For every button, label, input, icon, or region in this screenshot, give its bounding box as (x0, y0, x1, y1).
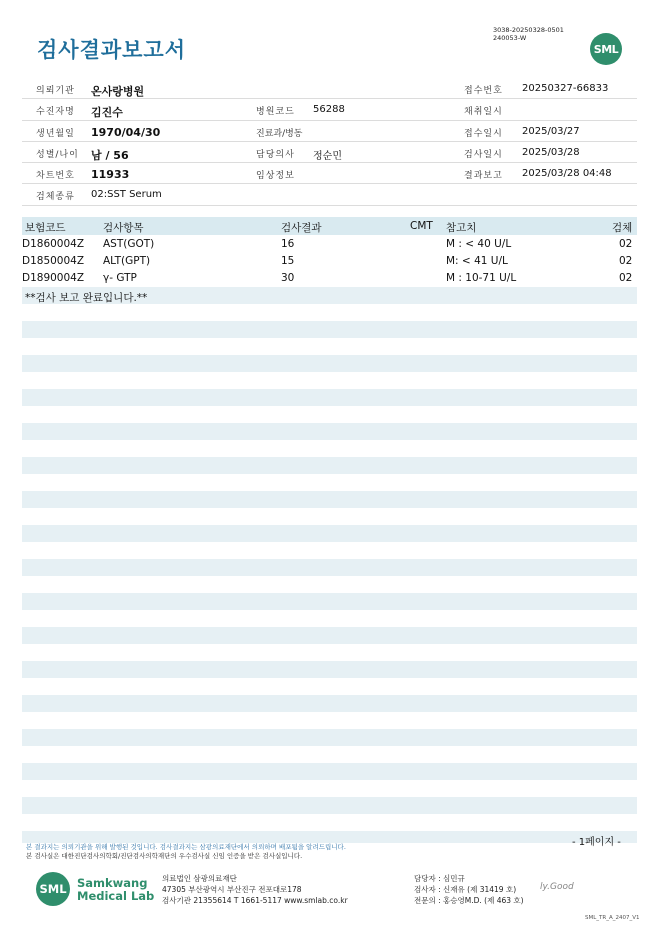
table-row (22, 253, 637, 270)
report-complete-note: **검사 보고 완료입니다.** (25, 292, 148, 304)
cell-result: 30 (281, 272, 295, 284)
cell-item: AST(GOT) (103, 238, 155, 250)
label-test-date: 검사일시 (464, 149, 503, 160)
header-test-item: 검사항목 (103, 222, 144, 234)
signature: ly.Good (540, 882, 574, 892)
label-receipt-date: 접수일시 (464, 128, 503, 139)
cell-result: 15 (281, 255, 295, 267)
value-test-date: 2025/03/28 (522, 146, 580, 158)
footer-sml-logo: SML (36, 872, 70, 906)
accreditation-notice: 본 검사실은 대한진단검사의학회/진단검사의학재단의 우수검사실 신임 인증을 받은 검사실입니다. (26, 852, 303, 860)
cell-item: ALT(GPT) (103, 255, 151, 267)
table-row (22, 270, 637, 287)
document-code-line-1: 3038-20250328-0501 (493, 26, 564, 34)
cell-specimen: 02 (619, 272, 633, 284)
value-birth-date: 1970/04/30 (91, 125, 161, 139)
label-attending-doctor: 담당의사 (256, 149, 295, 160)
label-birth-date: 생년월일 (36, 128, 75, 139)
header-test-result: 검사결과 (281, 222, 322, 234)
brand-line-2: Medical Lab (77, 889, 155, 903)
cell-reference: M : 10-71 U/L (446, 272, 517, 284)
brand-line-1: Samkwang (77, 876, 148, 890)
row-stripe (22, 695, 637, 712)
row-stripe (22, 491, 637, 508)
label-chart-number: 차트번호 (36, 171, 75, 182)
staff-tester: 검사자 : 신재유 (제 31419 호) (414, 885, 517, 894)
label-collection-date: 채취일시 (464, 107, 503, 118)
row-stripe (22, 355, 637, 372)
value-patient-name: 김진수 (91, 106, 123, 120)
value-result-report: 2025/03/28 04:48 (522, 168, 612, 180)
value-receipt-date: 2025/03/27 (522, 125, 580, 137)
address-line-1: 의료법인 삼광의료재단 (162, 874, 237, 883)
footer-brand-name (77, 877, 154, 903)
row-stripe (22, 525, 637, 542)
value-chart-number: 11933 (91, 168, 130, 182)
label-sex-age: 성별/나이 (36, 149, 79, 160)
row-stripe (22, 423, 637, 440)
row-stripe (22, 593, 637, 610)
page-number: - 1페이지 - (572, 837, 621, 848)
label-receipt-number: 접수번호 (464, 86, 503, 96)
value-hospital-code: 56288 (313, 104, 345, 116)
info-row (22, 121, 637, 142)
address-line-2: 47305 부산광역시 부산진구 전포대로178 (162, 885, 302, 894)
value-specimen-type: 02:SST Serum (91, 189, 162, 201)
row-stripe (22, 321, 637, 338)
header-cmt: CMT (410, 220, 433, 232)
cell-code: D1860004Z (22, 238, 85, 250)
cell-specimen: 02 (619, 255, 633, 267)
header-reference-range: 참고치 (446, 222, 477, 234)
sml-logo: SML (590, 33, 622, 65)
value-sex-age: 남 / 56 (91, 148, 129, 162)
info-row (22, 184, 637, 205)
row-stripe (22, 797, 637, 814)
cell-result: 16 (281, 238, 295, 250)
page-title: 검사결과보고서 (37, 38, 187, 62)
cell-code: D1890004Z (22, 272, 85, 284)
row-stripe (22, 627, 637, 644)
row-stripe (22, 729, 637, 746)
info-row (22, 142, 637, 163)
label-clinical-info: 임상정보 (256, 171, 295, 182)
distribution-notice: 본 결과지는 의뢰기관을 위해 발행된 것입니다. 검사결과지는 삼광의료재단에서 의뢰하며 배포됨을 알려드립니다. (26, 843, 346, 851)
row-stripe (22, 389, 637, 406)
address-line-3: 검사기관 21355614 T 1661-5117 www.smlab.co.kr (162, 896, 348, 905)
row-stripe (22, 457, 637, 474)
row-stripe (22, 661, 637, 678)
cell-specimen: 02 (619, 238, 633, 250)
info-row (22, 99, 637, 120)
cell-reference: M : < 40 U/L (446, 238, 512, 250)
header-specimen: 검체 (612, 222, 633, 234)
form-code: SML_TR_A_2407_V1 (585, 915, 640, 921)
value-requesting-institution: 온사랑병원 (91, 85, 145, 98)
staff-specialist: 전문의 : 홍승영M.D. (제 463 호) (414, 896, 524, 905)
label-patient-name: 수진자명 (36, 107, 75, 118)
header-insurance-code: 보험코드 (25, 222, 66, 234)
document-code (493, 26, 564, 42)
label-requesting-institution: 의뢰기관 (36, 86, 75, 96)
value-attending-doctor: 정순민 (313, 150, 342, 162)
label-specimen-type: 검체종류 (36, 192, 75, 203)
staff-manager: 담당자 : 심민규 (414, 874, 465, 883)
table-row (22, 236, 637, 253)
results-table-header (22, 217, 637, 235)
label-department-ward: 진료과/병동 (256, 128, 303, 139)
info-row (22, 163, 637, 184)
cell-reference: M: < 41 U/L (446, 255, 508, 267)
label-result-report: 결과보고 (464, 171, 503, 182)
patient-info (22, 78, 637, 206)
cell-code: D1850004Z (22, 255, 85, 267)
row-stripe (22, 559, 637, 576)
info-row (22, 78, 637, 99)
footer-staff (414, 873, 524, 906)
cell-item: γ- GTP (103, 272, 137, 284)
document-code-line-2: 240053-W (493, 34, 527, 42)
results-table-body (22, 236, 637, 287)
label-hospital-code: 병원코드 (256, 107, 295, 118)
row-stripe (22, 763, 637, 780)
value-receipt-number: 20250327-66833 (522, 83, 609, 94)
footer-address (162, 873, 348, 906)
